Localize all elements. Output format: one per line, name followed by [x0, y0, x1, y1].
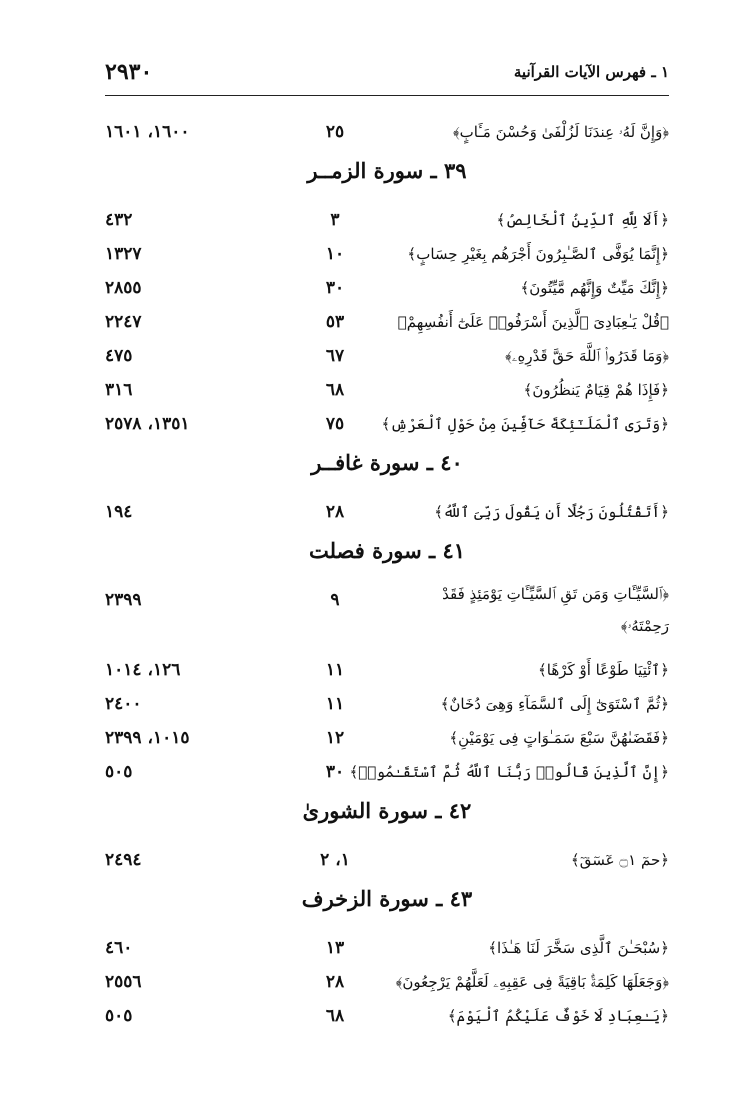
index-row [105, 994, 669, 1028]
index-row [105, 716, 669, 750]
ayah-number: ١٠ [325, 244, 345, 264]
page-references: ٤٧٥ [105, 346, 133, 366]
verse-text: ﴿إِنَّمَا يُوَفَّى ٱلصَّـٰبِرُونَ أَجْرَهُم بِغَيْرِ حِسَابٍ﴾ [407, 245, 669, 263]
page-references: ١٠١٥، ٢٣٩٩ [105, 728, 190, 748]
ayah-number: ٦٨ [325, 1006, 345, 1026]
ayah-number: ٦٨ [325, 380, 345, 400]
verse-text: ﴿قُلْ يَـٰعِبَادِىَ ٱلَّذِينَ أَسْرَفُوا۟ عَلَىٰٓ أَنفُسِهِمْ﴾ [397, 313, 669, 331]
page-references: ٤٦٠ [105, 938, 133, 958]
verse-text: ﴿إِنَّ ٱلَّذِينَ قَالُوا۟ رَبُّنَا ٱللَّهُ ثُمَّ ٱسْتَقَـٰمُوا۟﴾ [349, 763, 669, 781]
surah-heading: ٤٣ ـ سورة الزخرف [301, 886, 473, 911]
verse-text: ﴿وَمَا قَدَرُوا۟ ٱللَّهَ حَقَّ قَدْرِهِۦ﴾ [505, 347, 669, 365]
verse-text: ﴿وَجَعَلَهَا كَلِمَةًۢ بَاقِيَةً فِى عَقِبِهِۦ لَعَلَّهُمْ يَرْجِعُونَ﴾ [395, 973, 669, 991]
page-references: ٢٤٩٤ [105, 850, 142, 870]
page-number: ٢٩٣٠ [105, 59, 153, 85]
verse-text: ﴿سُبْحَـٰنَ ٱلَّذِى سَخَّرَ لَنَا هَـٰذَا﴾ [488, 939, 669, 957]
ayah-number: ٩ [330, 590, 340, 610]
page-references: ٢٥٥٦ [105, 972, 142, 992]
page-references: ١٣٢٧ [105, 244, 142, 264]
index-row [105, 926, 669, 960]
ayah-number: ٣٠ [325, 762, 345, 782]
verse-text: ﴿يَـٰعِبَادِ لَا خَوْفٌ عَلَيْكُمُ ٱلْيَوْمَ﴾ [447, 1007, 669, 1025]
verse-text: ﴿وَإِنَّ لَهُۥ عِندَنَا لَزُلْفَىٰ وَحُسْنَ مَـَٔابٍ﴾ [453, 123, 669, 141]
ayah-number: ٢٥ [325, 122, 345, 142]
ayah-number: ١، ٢ [320, 850, 350, 870]
page-references: ٢٤٠٠ [105, 694, 142, 714]
page-references: ١٢٦، ١٠١٤ [105, 660, 181, 680]
header-rule [105, 95, 669, 96]
ayah-number: ١٣ [325, 938, 345, 958]
ayah-number: ١١ [325, 694, 345, 714]
index-row [105, 368, 669, 402]
verse-text: ﴿إِنَّكَ مَيِّتٌ وَإِنَّهُم مَّيِّتُونَ﴾ [520, 279, 669, 297]
index-row [105, 110, 669, 144]
page-references: ٥٠٥ [105, 762, 133, 782]
page-references: ١٣٥١، ٢٥٧٨ [105, 414, 190, 434]
surah-heading: ٤٠ ـ سورة غافــر [311, 450, 463, 475]
verse-text: ﴿ثُمَّ ٱسْتَوَىٰٓ إِلَى ٱلسَّمَآءِ وَهِىَ دُخَانٌ﴾ [440, 695, 669, 713]
index-row [105, 648, 669, 682]
verse-text: ﴿فَإِذَا هُمْ قِيَامٌ يَنظُرُونَ﴾ [523, 381, 669, 399]
verse-text: ﴿فَقَضَىٰهُنَّ سَبْعَ سَمَـٰوَاتٍ فِى يَوْمَيْنِ﴾ [449, 729, 669, 747]
index-row [105, 300, 669, 334]
page-references: ١٩٤ [105, 502, 133, 522]
index-row [105, 578, 669, 648]
page-references: ٢٣٩٩ [105, 590, 142, 610]
surah-heading: ٤١ ـ سورة فصلت [308, 538, 466, 563]
surah-heading: ٣٩ ـ سورة الزمــر [307, 158, 467, 183]
verse-text: ﴿أَتَقْتُلُونَ رَجُلًا أَن يَقُولَ رَبِّىَ ٱللَّهُ﴾ [434, 503, 669, 521]
index-row [105, 402, 669, 436]
index-row [105, 838, 669, 872]
ayah-number: ٧٥ [325, 414, 345, 434]
running-title: ١ ـ فهرس الآيات القرآنية [513, 63, 669, 81]
index-row [105, 198, 669, 232]
verse-text: ﴿أَلَا لِلَّهِ ٱلدِّينُ ٱلْخَالِصُ﴾ [496, 211, 669, 229]
page-references: ٣١٦ [105, 380, 133, 400]
surah-heading: ٤٢ ـ سورة الشورىٰ [302, 798, 472, 823]
ayah-number: ١١ [325, 660, 345, 680]
ayah-number: ٢٨ [325, 502, 345, 522]
page-references: ٥٠٥ [105, 1006, 133, 1026]
ayah-number: ١٢ [325, 728, 345, 748]
ayah-number: ٢٨ [325, 972, 345, 992]
index-row [105, 682, 669, 716]
verse-text: ﴿وَتَرَى ٱلْمَلَـٰٓئِكَةَ حَآفِّينَ مِنْ حَوْلِ ٱلْعَرْشِ﴾ [381, 415, 669, 433]
ayah-number: ٦٧ [325, 346, 345, 366]
index-row [105, 334, 669, 368]
verse-index [105, 110, 669, 1028]
page-references: ١٦٠٠، ١٦٠١ [105, 122, 190, 142]
page-references: ٢٢٤٧ [105, 312, 142, 332]
ayah-number: ٥٣ [325, 312, 345, 332]
verse-text: ﴿حمٓ ۝١ عٓسٓقٓ﴾ [570, 851, 669, 869]
index-row [105, 490, 669, 524]
index-row [105, 266, 669, 300]
index-row [105, 232, 669, 266]
index-row [105, 960, 669, 994]
page-header [105, 52, 669, 92]
verse-text: ﴿ٱلسَّيِّـَٔاتِ وَمَن تَقِ ٱلسَّيِّـَٔاتِ يَوْمَئِذٍ فَقَدْ رَحِمْتَهُۥ﴾ [442, 585, 669, 635]
ayah-number: ٣٠ [325, 278, 345, 298]
verse-text: ﴿ٱئْتِيَا طَوْعًا أَوْ كَرْهًا﴾ [538, 661, 669, 679]
page-references: ٤٣٢ [105, 210, 133, 230]
page-references: ٢٨٥٥ [105, 278, 142, 298]
index-row [105, 750, 669, 784]
ayah-number: ٣ [330, 210, 340, 230]
